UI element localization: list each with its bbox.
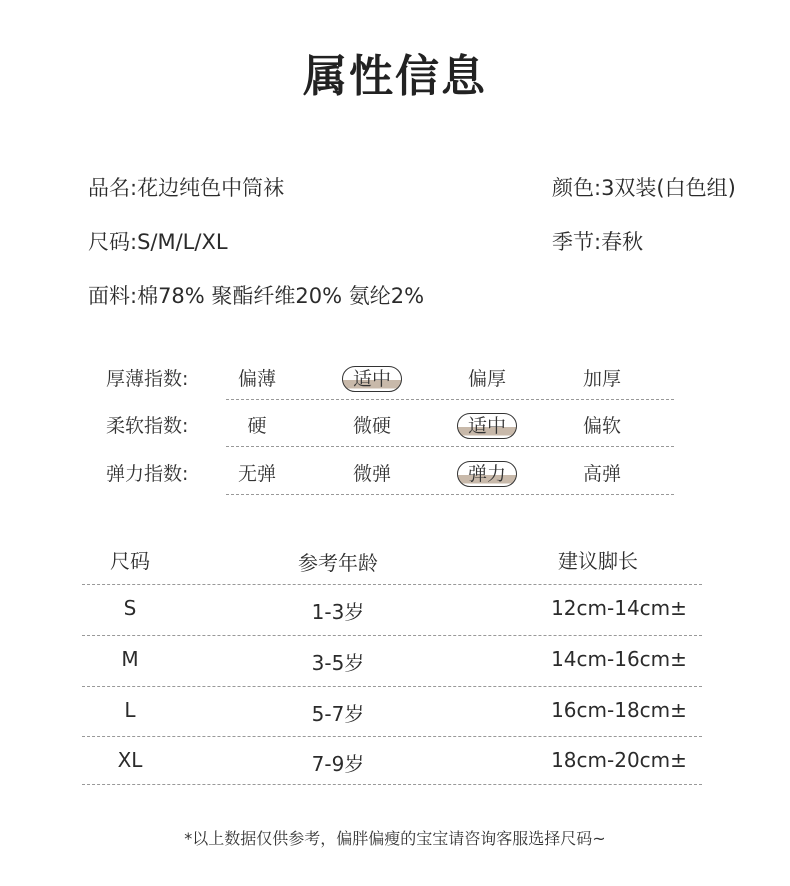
table-header-age: 参考年龄: [298, 551, 378, 575]
footnote: *以上数据仅供参考，偏胖偏瘦的宝宝请咨询客服选择尺码~: [184, 829, 606, 848]
attr-size: 尺码:S/M/L/XL: [88, 230, 228, 254]
index-divider: [226, 446, 674, 447]
table-header-foot-length: 建议脚长: [558, 549, 638, 573]
table-cell: 5-7岁: [311, 702, 365, 726]
table-header-size: 尺码: [110, 549, 150, 573]
index-option-label: 偏软: [582, 415, 621, 437]
attr-color: 颜色:3双装(白色组): [552, 176, 736, 200]
index-option-label: 适中: [342, 366, 402, 392]
index-option-selected: [332, 364, 412, 394]
index-row: [0, 411, 790, 459]
table-cell: 12cm-14cm±: [551, 596, 687, 620]
index-divider: [226, 399, 674, 400]
index-option-label: 微硬: [352, 415, 391, 437]
table-cell: 14cm-16cm±: [551, 647, 687, 671]
index-option: [447, 364, 527, 394]
index-label: 厚薄指数:: [106, 368, 189, 390]
attr-product-name: 品名:花边纯色中筒袜: [88, 176, 285, 200]
table-cell: 18cm-20cm±: [551, 748, 687, 772]
table-cell: L: [124, 698, 136, 722]
index-option-label: 加厚: [582, 368, 621, 390]
index-option-label: 无弹: [237, 463, 276, 485]
table-cell: 16cm-18cm±: [551, 698, 687, 722]
index-divider: [226, 494, 674, 495]
table-divider: [82, 784, 702, 785]
index-option-label: 硬: [247, 415, 267, 437]
table-cell: XL: [117, 748, 143, 772]
index-option-label: 偏薄: [237, 368, 276, 390]
index-label: 柔软指数:: [106, 415, 189, 437]
index-option-label: 偏厚: [467, 368, 506, 390]
page-title: 属性信息: [303, 51, 487, 102]
index-label: 弹力指数:: [106, 463, 189, 485]
table-divider: [82, 686, 702, 687]
table-cell: 3-5岁: [311, 651, 365, 675]
index-option: [217, 411, 297, 441]
index-option-label: 微弹: [352, 463, 391, 485]
index-option: [332, 459, 412, 489]
index-option: [562, 459, 642, 489]
index-option: [562, 411, 642, 441]
index-option: [562, 364, 642, 394]
index-option: [217, 459, 297, 489]
index-option-label: 适中: [457, 413, 517, 439]
attr-material: 面料:棉78% 聚酯纤维20% 氨纶2%: [88, 284, 425, 308]
table-cell: 7-9岁: [311, 752, 365, 776]
table-cell: M: [121, 647, 139, 671]
index-option-selected: [447, 411, 527, 441]
table-cell: S: [123, 596, 137, 620]
table-divider: [82, 635, 702, 636]
attr-season: 季节:春秋: [552, 230, 644, 254]
index-row: [0, 364, 790, 412]
table-divider: [82, 584, 702, 585]
table-divider: [82, 736, 702, 737]
index-option: [217, 364, 297, 394]
table-cell: 1-3岁: [311, 600, 365, 624]
index-option-selected: [447, 459, 527, 489]
index-option-label: 弹力: [457, 461, 517, 487]
index-option-label: 高弹: [582, 463, 621, 485]
index-option: [332, 411, 412, 441]
index-row: [0, 459, 790, 507]
